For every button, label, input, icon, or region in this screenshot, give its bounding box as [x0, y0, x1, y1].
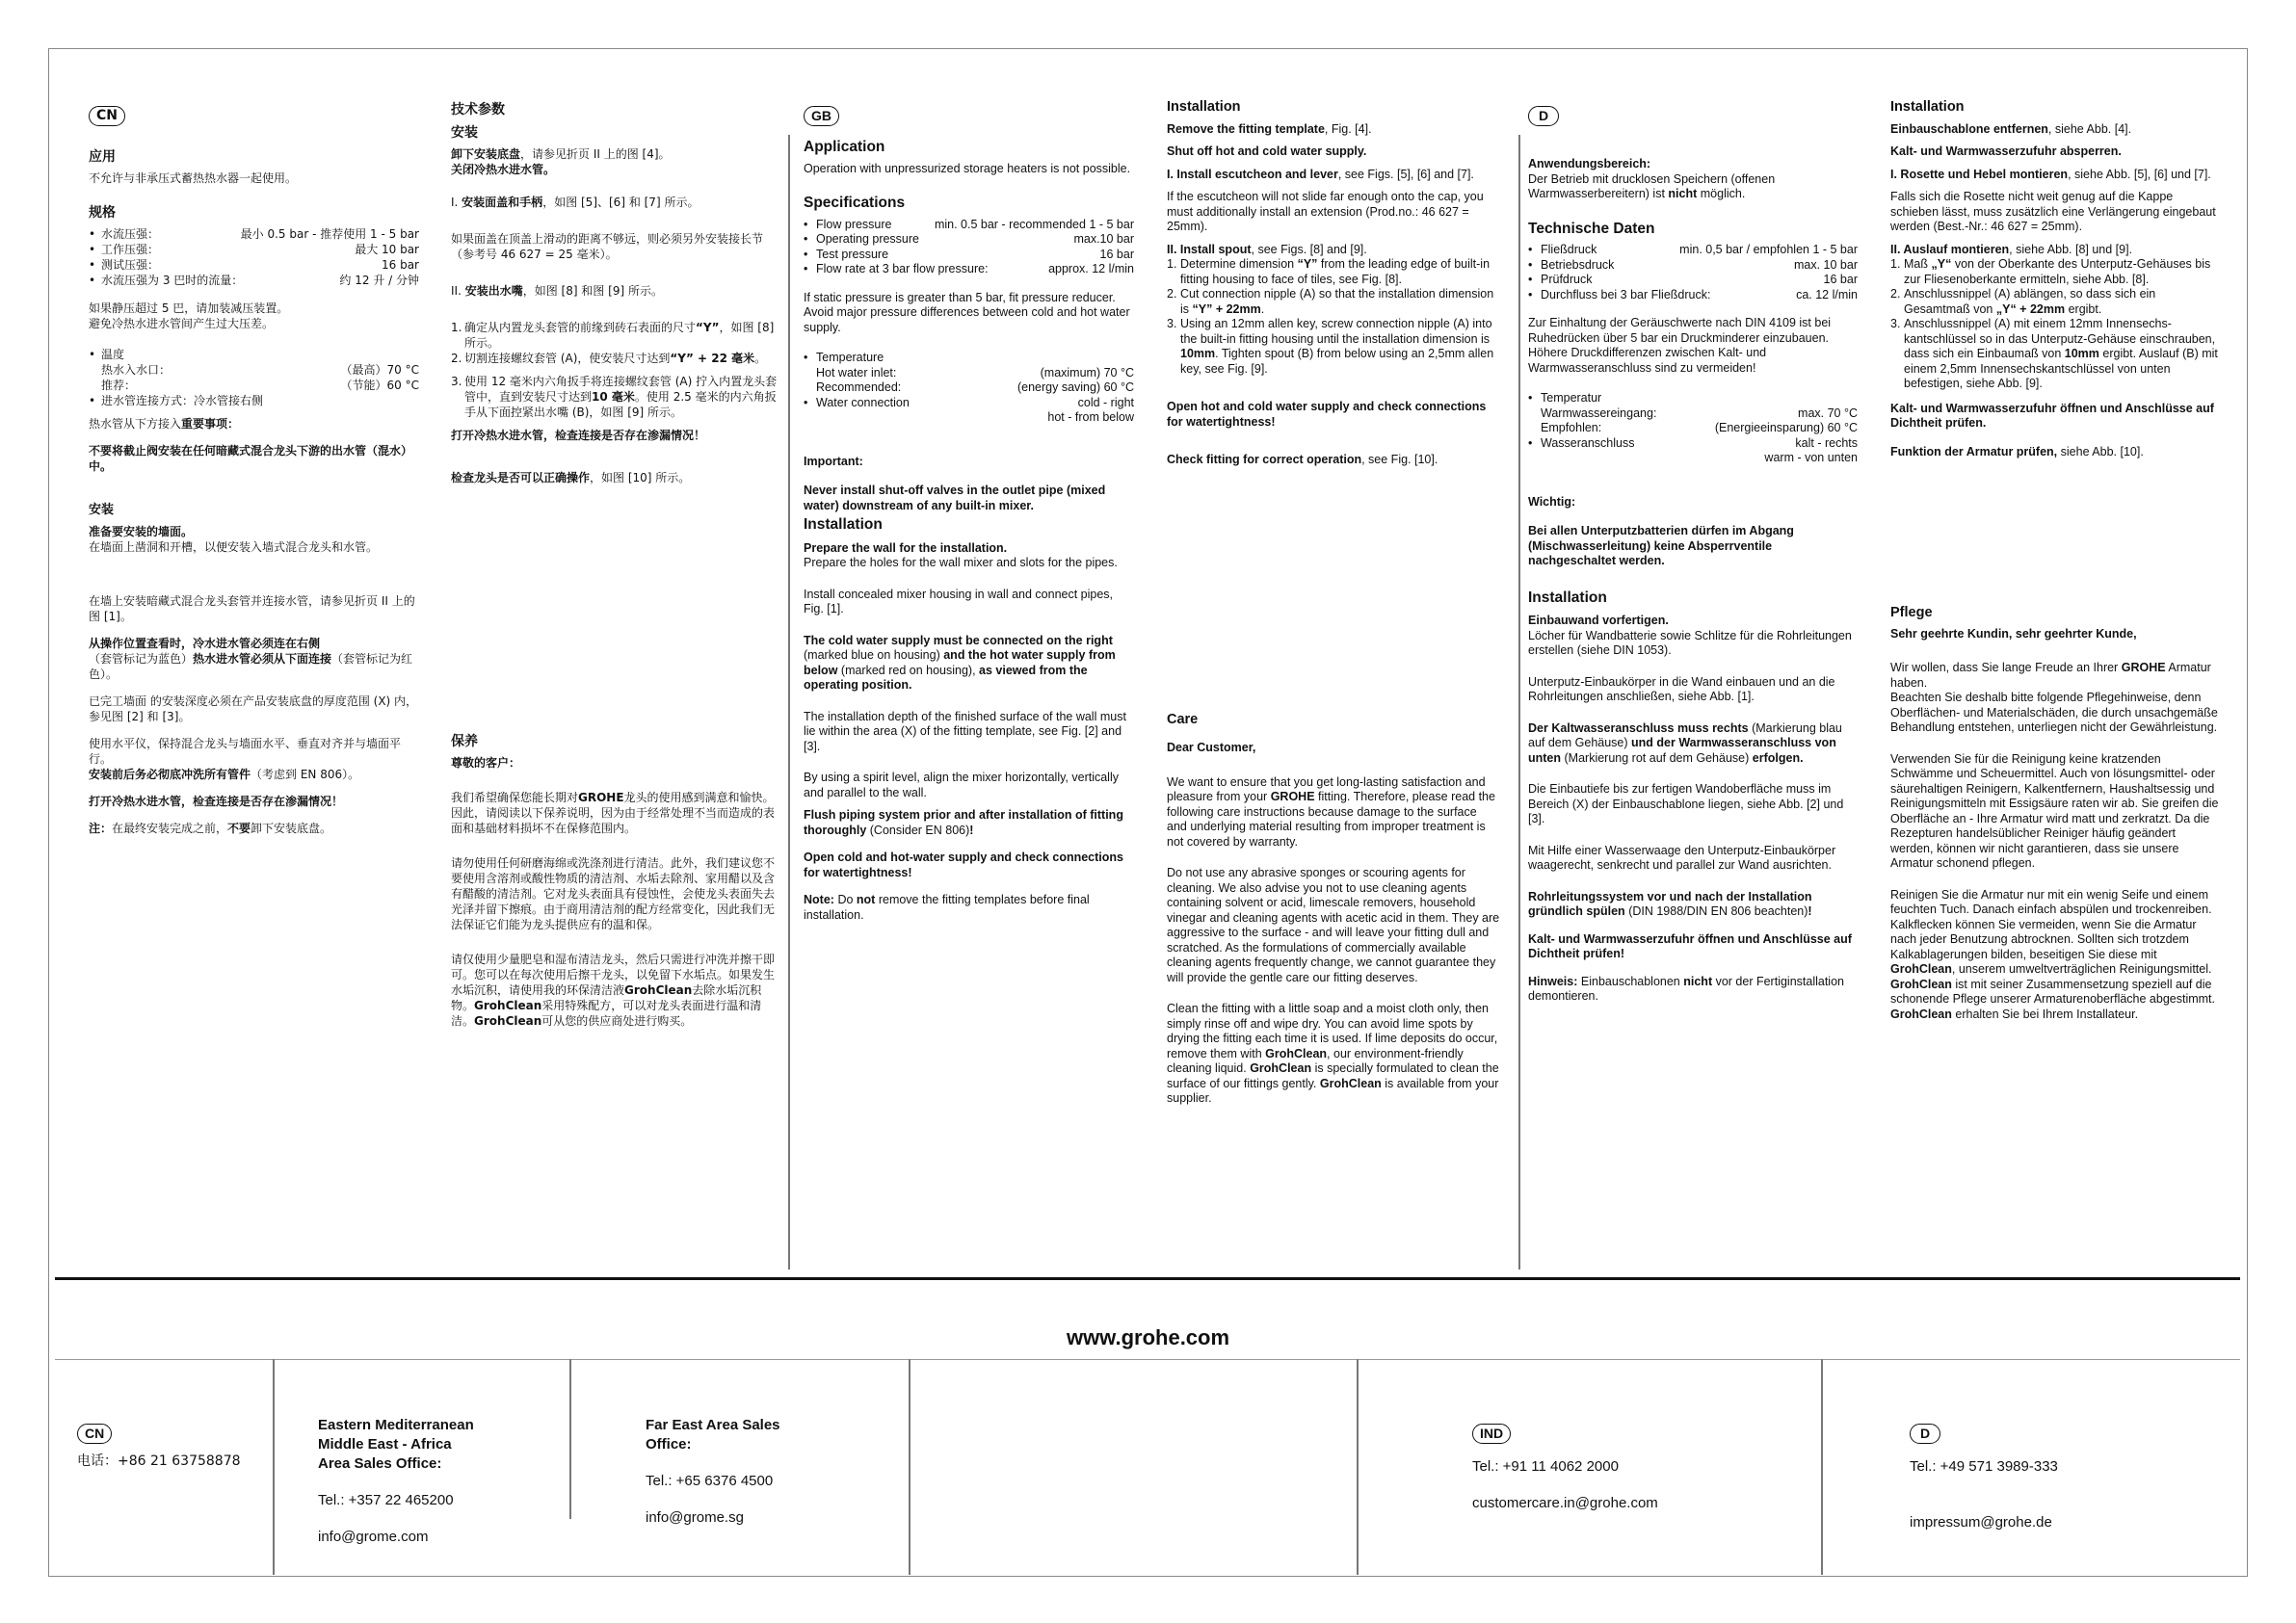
footer-fe: [646, 1416, 780, 1528]
spec-row: • Durchfluss bei 3 bar Fließdruck: ca. 12 l/min: [1528, 288, 1858, 303]
spec-row: • Fließdruck min. 0,5 bar / empfohlen 1 - 5 bar: [1528, 243, 1858, 258]
cn-installation-heading: 安装: [89, 503, 115, 517]
spec-row: • Betriebsdruck max. 10 bar: [1528, 258, 1858, 274]
footer-cn-tel: 电话：+86 21 63758878: [77, 1453, 241, 1469]
d-shut-off: Kalt- und Warmwasserzufuhr absperren.: [1890, 144, 2122, 158]
cn-static-pressure: 如果静压超过 5 巴，请加装减压装置。: [89, 301, 289, 315]
gb-numbered-step: 2. Cut connection nipple (A) so that the installation dimension is “Y” + 22mm.: [1167, 287, 1494, 316]
footer-cn: [77, 1424, 241, 1469]
spec-row: • 水流压强： 最小 0.5 bar - 推荐使用 1 - 5 bar: [89, 226, 419, 242]
gb-note-text: Note: Do not remove the fitting templates before final installation.: [804, 893, 1090, 922]
cn-important-text: 不要将截止阀安装在任何暗藏式混合龙头下游的出水管（混水）中。: [89, 444, 413, 473]
cn-spec-heading: 规格: [89, 205, 116, 221]
cn-care-p1: 我们希望确保您能长期对GROHE龙头的使用感到满意和愉快。因此，请阅读以下保养说明，因为由于经常处理不当而造成的表面和基础材料损坏不在保修范围内。: [451, 791, 776, 835]
spec-row: • Flow pressure min. 0.5 bar - recommended 1 - 5 bar: [804, 218, 1134, 233]
d-dear-customer: Sehr geehrte Kundin, sehr geehrter Kunde,: [1890, 626, 2137, 641]
d-prepare-holes: Löcher für Wandbatterie sowie Schlitze für die Rohrleitungen erstellen (siehe DIN 1053).: [1528, 628, 1852, 657]
spec-row: Empfohlen: (Energieeinsparung) 60 °C: [1541, 421, 1858, 434]
column-divider: [788, 135, 790, 1270]
footer-d-badge: D: [1910, 1424, 1940, 1444]
d-installation-heading: Installation: [1528, 589, 1607, 606]
d-care-p2: Verwenden Sie für die Reinigung keine kratzenden Schwämme und Scheuermittel. Auch von lösungsmittel- oder säurehaltigen Reinigern, Kalkentfernern, Haushaltsessig und Reinigungsmitteln mit Essigsäure raten wir ab. Sie greifen die Oberfläche an - Ihre Armatur wird matt und zerkratzt. Da die Rezepturen handelsüblicher Reiniger häufig geändert werden, können wir nicht garantieren, dass sie unsere Armatur schonend pflegen.: [1890, 751, 2219, 870]
d-numbered-step: 3. Anschlussnippel (A) mit einem 12mm Innensechs-kantschlüssel so in das Unterputz-Gehäuse einschrauben, dass sich ein Einbaumaß von 10mm ergibt. Auslauf (B) mit einem 2,5mm Innensechskantschlüssel von unten befestigen, siehe Abb. [9].: [1890, 317, 2218, 390]
gb-flush-text: Flush piping system prior and after installation of fitting thoroughly (Consider EN 806)!: [804, 808, 1123, 837]
footer-d-tel: Tel.: +49 571 3989-333: [1910, 1458, 2058, 1475]
gb-care-p2: Do not use any abrasive sponges or scouring agents for cleaning. We also advise you not to use cleaning agents containing solvent or acid, limescale removers, household vinegar and cleaning agents with acetic acid in them. They are aggressive to the surface - and will leave your fitting dull and scratched. As the formulations of commercially available cleaning agents frequently change, we cannot guarantee they will provide the gentle care our fitting deserves.: [1167, 866, 1500, 984]
gb-care-p3: Clean the fitting with a little soap and a moist cloth only, then simply rinse off and wipe dry. You can avoid lime spots by drying the fitting each time it is used. If lime deposits do occur, remove them with GrohClean, our environment-friendly cleaning liquid. GrohClean is specially formulated to clean the surface of our fittings gently. GrohClean is available from your supplier.: [1167, 1002, 1499, 1105]
cn-avoid-text: 避免冷热水进水管间产生过大压差。: [89, 317, 275, 330]
d-column-1: [1528, 106, 1858, 1017]
footer-em-mail[interactable]: info@grome.com: [318, 1529, 429, 1545]
cn-tech-heading: 技术参数: [451, 102, 505, 118]
cn-check-operation: 检查龙头是否可以正确操作，如图 [10] 所示。: [451, 471, 691, 484]
gb-important-text: Never install shut-off valves in the outlet pipe (mixed water) downstream of any built-in mixer.: [804, 484, 1106, 512]
footer-em-tel: Tel.: +357 22 465200: [318, 1492, 454, 1508]
footer-d-mail[interactable]: impressum@grohe.de: [1910, 1514, 2052, 1531]
footer-em: [318, 1416, 474, 1547]
spec-row: hot - from below: [1047, 410, 1134, 424]
cn-spec-list: [89, 226, 419, 288]
spec-row: warm - von unten: [1764, 451, 1858, 464]
cn-level-text: 使用水平仪，保持混合龙头与墙面水平、垂直对齐并与墙面平行。: [89, 737, 402, 766]
spec-row: • Test pressure 16 bar: [804, 248, 1134, 263]
gb-level-text: By using a spirit level, align the mixer horizontally, vertically and parallel to the wall.: [804, 771, 1119, 799]
d-din-text: Zur Einhaltung der Geräuschwerte nach DIN 4109 ist bei Ruhedrücken über 5 bar ein Druckminderer einzubauen.: [1528, 316, 1832, 345]
gb-app-text: Operation with unpressurized storage heaters is not possible.: [804, 161, 1131, 175]
d-diff-text: Höhere Druckdifferenzen zwischen Kalt- und Warmwasseranschluss sind zu vermeiden!: [1528, 346, 1767, 375]
d-numbered-step: 1. Maß „Y“ von der Oberkante des Unterputz-Gehäuses bis zur Fliesenoberkante ermitteln, siehe Abb. [8].: [1890, 257, 2211, 286]
d-care-p3: Reinigen Sie die Armatur nur mit ein wenig Seife und einem feuchten Tuch. Danach einfach abspülen und trockenreiben. Kalkflecken können Sie vermeiden, wenn Sie die Armatur nach jeder Benutzung abtrocknen. Sollten sich trotzdem Kalkablagerungen bilden, beseitigen Sie diese mit GrohClean, unserem umweltverträglichen Reinigungsmittel. GrohClean ist mit seiner Zusammensetzung speziell auf die schonende Pflege unserer Armaturenoberfläche abgestimmt. GrohClean erhalten Sie bei Ihrem Installateur.: [1890, 887, 2215, 1021]
gb-extension-text: If the escutcheon will not slide far enough onto the cap, you must additionally install an extension (Prod.no.: 46 627 = 25mm).: [1167, 190, 1484, 233]
d-app-heading: Anwendungsbereich:: [1528, 157, 1651, 170]
gb-prepare-wall: Prepare the wall for the installation.: [804, 540, 1008, 555]
d-column-2: [1890, 100, 2220, 1034]
footer-fe-title: Far East Area Sales: [646, 1417, 780, 1433]
d-language-badge: D: [1528, 106, 1559, 126]
cn-temp-label: • 温度: [89, 347, 124, 362]
cn-housing-text: 在墙上安装暗藏式混合龙头套管并连接水管，请参见折页 II 上的图 [1]。: [89, 594, 415, 623]
d-step-1: I. Rosette und Hebel montieren, siehe Abb. [5], [6] und [7].: [1890, 167, 2211, 181]
d-extension-text: Falls sich die Rosette nicht weit genug auf die Kappe schieben lässt, muss zusätzlich eine Verlängerung eingebaut werden (Best.-Nr.: 46 627 = 25mm).: [1890, 190, 2216, 233]
footer-em-title: Middle East - Africa: [318, 1436, 452, 1453]
footer-em-title: Area Sales Office:: [318, 1455, 442, 1472]
cn-install-heading: 安装: [451, 125, 478, 141]
gb-column-1: [804, 106, 1134, 935]
d-important-text: Bei allen Unterputzbatterien dürfen im Abgang (Mischwasserleitung) keine Absperrventile nachgeschaltet werden.: [1528, 524, 1794, 567]
cn-app-text: 不允许与非承压式蓄热热水器一起使用。: [89, 171, 298, 185]
spec-row: • Water connection cold - right: [804, 396, 1134, 411]
cn-prepare-wall: 准备要安装的墙面。: [89, 525, 194, 538]
gb-static-pressure: If static pressure is greater than 5 bar, fit pressure reducer.: [804, 290, 1116, 304]
d-app-text: Der Betrieb mit drucklosen Speichern (offenen Warmwasserbereitern) ist nicht möglich.: [1528, 171, 1776, 200]
footer-divider: [1821, 1359, 1823, 1575]
gb-care-p1: We want to ensure that you get long-lasting satisfaction and pleasure from your GROHE fitting. Therefore, please read the following care instructions because damage to the surface and underlying material resulting from improper treatment is not covered by warranty.: [1167, 774, 1495, 849]
gb-open-supply: Open hot and cold water supply and check connections for watertightness!: [1167, 400, 1487, 429]
spec-row: Warmwassereingang: max. 70 °C: [1541, 406, 1858, 420]
footer-fe-tel: Tel.: +65 6376 4500: [646, 1473, 774, 1489]
gb-spec-heading: Specifications: [804, 195, 906, 211]
d-level-text: Mit Hilfe einer Wasserwaage den Unterputz-Einbaukörper waagerecht, senkrecht und parallel zur Wand ausrichten.: [1528, 843, 1836, 872]
spec-row: 推荐： （节能）60 °C: [101, 379, 419, 392]
d-note-text: Hinweis: Einbauschablonen nicht vor der Fertiginstallation demontieren.: [1528, 974, 1844, 1003]
cn-note-text: 注：在最终安装完成之前，不要卸下安装底盘。: [89, 822, 332, 835]
spec-row: • Wasseranschluss kalt - rechts: [1528, 436, 1858, 452]
d-open-supply: Kalt- und Warmwasserzufuhr öffnen und Anschlüsse auf Dichtheit prüfen.: [1890, 401, 2214, 430]
gb-prepare-holes: Prepare the holes for the wall mixer and slots for the pipes.: [804, 556, 1118, 569]
gb-spec-list: [804, 218, 1134, 277]
d-step-2: II. Auslauf montieren, siehe Abb. [8] und [9].: [1890, 242, 2133, 256]
cn-water-connection: • 进水管连接方式：冷水管接右侧: [89, 393, 263, 408]
d-numbered-step: 2. Anschlussnippel (A) ablängen, so dass sich ein Gesamtmaß von „Y“ + 22mm ergibt.: [1890, 287, 2156, 316]
spec-row: • 水流压强为 3 巴时的流量： 约 12 升 / 分钟: [89, 273, 419, 288]
footer-ind: [1472, 1424, 1658, 1513]
cn-numbered-step: 1. 确定从内置龙头套管的前缘到砖石表面的尺寸“Y”，如图 [8] 所示。: [451, 321, 775, 350]
cn-care-p2: 请勿使用任何研磨海绵或洗涤剂进行清洁。此外，我们建议您不要使用含溶剂或酸性物质的清洁剂、水垢去除剂、家用醋以及含有醋酸的清洁剂。它对龙头表面具有侵蚀性，会使龙头表面失去光泽并留下擦痕。由于商用清洁剂的配方经常变化，因此我们无法保证它们能为龙头提供应有的温和保。: [451, 856, 776, 931]
gb-column-2: [1167, 100, 1500, 1119]
footer-ind-tel: Tel.: +91 11 4062 2000: [1472, 1458, 1619, 1475]
d-housing-text: Unterputz-Einbaukörper in die Wand einbauen und an die Rohrleitungen anschließen, siehe Abb. [1].: [1528, 674, 1835, 703]
gb-depth-text: The installation depth of the finished surface of the wall must lie within the area (X) of the fitting template, see Fig. [2] and [3].: [804, 709, 1126, 753]
footer-divider: [273, 1359, 275, 1575]
gb-open-check: Open cold and hot-water supply and check connections for watertightness!: [804, 851, 1123, 879]
gb-numbered-step: 1. Determine dimension “Y” from the leading edge of built-in fitting housing to face of tiles, see Fig. [8].: [1167, 257, 1491, 286]
d-temp-label: • Temperatur: [1528, 391, 1601, 406]
spec-row: • Flow rate at 3 bar flow pressure: approx. 12 l/min: [804, 262, 1134, 277]
cn-step-1: I. 安装面盖和手柄，如图 [5]、[6] 和 [7] 所示。: [451, 196, 699, 209]
d-spec-list: [1528, 243, 1858, 302]
spec-row: Recommended: (energy saving) 60 °C: [816, 380, 1134, 394]
gb-avoid-text: Avoid major pressure differences between cold and hot water supply.: [804, 305, 1130, 334]
cn-column-1: [89, 106, 419, 848]
d-remove-template: Einbauschablone entfernen, siehe Abb. [4].: [1890, 121, 2132, 136]
gb-care-heading: Care: [1167, 711, 1199, 727]
d-care-p1b: Beachten Sie deshalb bitte folgende Pflegehinweise, denn Oberflächen- und Materialschäden, die durch unsachgemäße Behandlung entstehen, unterliegen nicht der Gewährleistung.: [1890, 691, 2218, 734]
gb-check-operation: Check fitting for correct operation, see Fig. [10].: [1167, 453, 1438, 466]
gb-housing-text: Install concealed mixer housing in wall and connect pipes, Fig. [1].: [804, 587, 1114, 615]
column-divider: [1518, 135, 1520, 1270]
d-spec-heading: Technische Daten: [1528, 220, 1655, 237]
footer-divider: [55, 1359, 2240, 1360]
cn-column-2: [451, 102, 781, 1040]
footer-fe-mail[interactable]: info@grome.sg: [646, 1509, 744, 1526]
cn-shut-off: 关闭冷热水进水管。: [451, 163, 556, 176]
gb-install-heading: Installation: [1167, 99, 1241, 115]
d-install-heading: Installation: [1890, 99, 1965, 115]
gb-step-1: I. Install escutcheon and lever, see Figs. [5], [6] and [7].: [1167, 167, 1474, 181]
gb-important-label: Important:: [804, 454, 863, 468]
cn-care-p3: 请仅使用少量肥皂和湿布清洁龙头，然后只需进行冲洗并擦干即可。您可以在每次使用后擦干龙头，以免留下水垢点。如果发生水垢沉积，请使用我的环保清洁液GrohClean去除水垢沉积物。GrohClean采用特殊配方，可以对龙头表面进行温和清洁。GrohClean可从您的供应商处进行购买。: [451, 953, 776, 1028]
gb-cold-water-text: The cold water supply must be connected on the right (marked blue on housing) and the hot water supply from below (marked red on housing), as viewed from the operating position.: [804, 633, 1116, 692]
spec-row: • 测试压强： 16 bar: [89, 257, 419, 273]
footer-d: [1910, 1424, 2058, 1532]
cn-cold-water-text: 从操作位置查看时，冷水进水管必须连在右侧（套管标记为蓝色）热水进水管必须从下面连接（套管标记为红色）。: [89, 637, 413, 681]
d-prepare-wall: Einbauwand vorfertigen.: [1528, 614, 1669, 627]
gb-app-heading: Application: [804, 139, 885, 155]
gb-dear-customer: Dear Customer,: [1167, 741, 1256, 754]
cn-numbered-step: 3. 使用 12 毫米内六角扳手将连接螺纹套管 (A) 拧入内置龙头套管中，直到安装尺寸达到10 毫米。使用 2.5 毫米的内六角扳手从下面控紧出水嘴 (B)，如图 [9] 所示。: [451, 375, 778, 419]
d-care-heading: Pflege: [1890, 605, 1933, 620]
cn-numbered-step: 2. 切割连接螺纹套管 (A)，使安装尺寸达到“Y” + 22 毫米。: [451, 352, 767, 365]
cn-app-heading: 应用: [89, 149, 116, 165]
footer-ind-badge: IND: [1472, 1424, 1511, 1444]
gb-installation-heading: Installation: [804, 516, 883, 533]
gb-step-2: II. Install spout, see Figs. [8] and [9].: [1167, 242, 1367, 256]
d-important-label: Wichtig:: [1528, 494, 1576, 509]
cn-care-heading: 保养: [451, 734, 478, 749]
cn-open-check: 打开冷热水进水管，检查连接是否存在渗漏情况！: [89, 795, 344, 808]
cn-depth-text: 已完工墙面 的安装深度必须在产品安装底盘的厚度范围 (X) 内，参见图 [2] 和 [3]。: [89, 694, 418, 723]
spec-row: 热水入水口： （最高）70 °C: [101, 363, 419, 377]
cn-language-badge: CN: [89, 106, 125, 126]
footer-divider: [909, 1359, 910, 1575]
gb-numbered-step: 3. Using an 12mm allen key, screw connection nipple (A) into the built-in fitting housing until the installation dimension is 10mm. Tighten spout (B) from below using an 2,5mm allen key, see Fig. [9].: [1167, 317, 1494, 376]
spec-row: • Operating pressure max.10 bar: [804, 232, 1134, 248]
website-url[interactable]: www.grohe.com: [1066, 1325, 1230, 1349]
cn-prepare-holes: 在墙面上凿洞和开槽，以便安装入墙式混合龙头和水管。: [89, 540, 379, 554]
footer-em-title: Eastern Mediterranean: [318, 1417, 474, 1433]
cn-flush-text: 安装前后务必彻底冲洗所有管件（考虑到 EN 806）。: [89, 768, 360, 781]
cn-hot-from-below: 热水管从下方接入重要事项：: [89, 417, 240, 431]
d-check-operation: Funktion der Armatur prüfen, siehe Abb. [10].: [1890, 444, 2144, 458]
gb-temp-label: • Temperature: [804, 351, 884, 366]
d-cold-water-text: Der Kaltwasseranschluss muss rechts (Markierung blau auf dem Gehäuse) und der Warmwasseranschluss von unten (Markierung rot auf dem Gehäuse) erfolgen.: [1528, 720, 1842, 765]
footer-divider: [569, 1359, 571, 1519]
cn-open-supply: 打开冷热水进水管，检查连接是否存在渗漏情况！: [451, 429, 706, 442]
cn-remove-template: 卸下安装底盘，请参见折页 II 上的图 [4]。: [451, 147, 671, 161]
cn-extension-text: 如果面盖在顶盖上滑动的距离不够远，则必须另外安装接长节（参考号 46 627 = 25 毫米）。: [451, 232, 764, 261]
spec-row: • Prüfdruck 16 bar: [1528, 273, 1858, 288]
gb-shut-off: Shut off hot and cold water supply.: [1167, 144, 1367, 158]
footer-fe-title: Office:: [646, 1436, 692, 1453]
footer-ind-mail[interactable]: customercare.in@grohe.com: [1472, 1495, 1658, 1511]
spec-row: Hot water inlet: (maximum) 70 °C: [816, 365, 1134, 380]
d-open-check: Kalt- und Warmwasserzufuhr öffnen und Anschlüsse auf Dichtheit prüfen!: [1528, 931, 1852, 960]
cn-step-2: II. 安装出水嘴，如图 [8] 和图 [9] 所示。: [451, 284, 663, 298]
d-flush-text: Rohrleitungssystem vor und nach der Installation gründlich spülen (DIN 1988/DIN EN 806 beachten)!: [1528, 889, 1812, 918]
footer-cn-badge: CN: [77, 1424, 112, 1444]
gb-language-badge: GB: [804, 106, 839, 126]
spec-row: • 工作压强： 最大 10 bar: [89, 242, 419, 257]
footer-divider: [1357, 1359, 1359, 1575]
d-care-p1: Wir wollen, dass Sie lange Freude an Ihrer GROHE Armatur haben.: [1890, 661, 2211, 690]
gb-remove-template: Remove the fitting template, Fig. [4].: [1167, 121, 1372, 136]
cn-dear-customer: 尊敬的客户：: [451, 756, 521, 770]
d-depth-text: Die Einbautiefe bis zur fertigen Wandoberfläche muss im Bereich (X) der Einbauschablone liegen, siehe Abb. [2] und [3].: [1528, 782, 1844, 825]
footer-rule: [55, 1277, 2240, 1280]
